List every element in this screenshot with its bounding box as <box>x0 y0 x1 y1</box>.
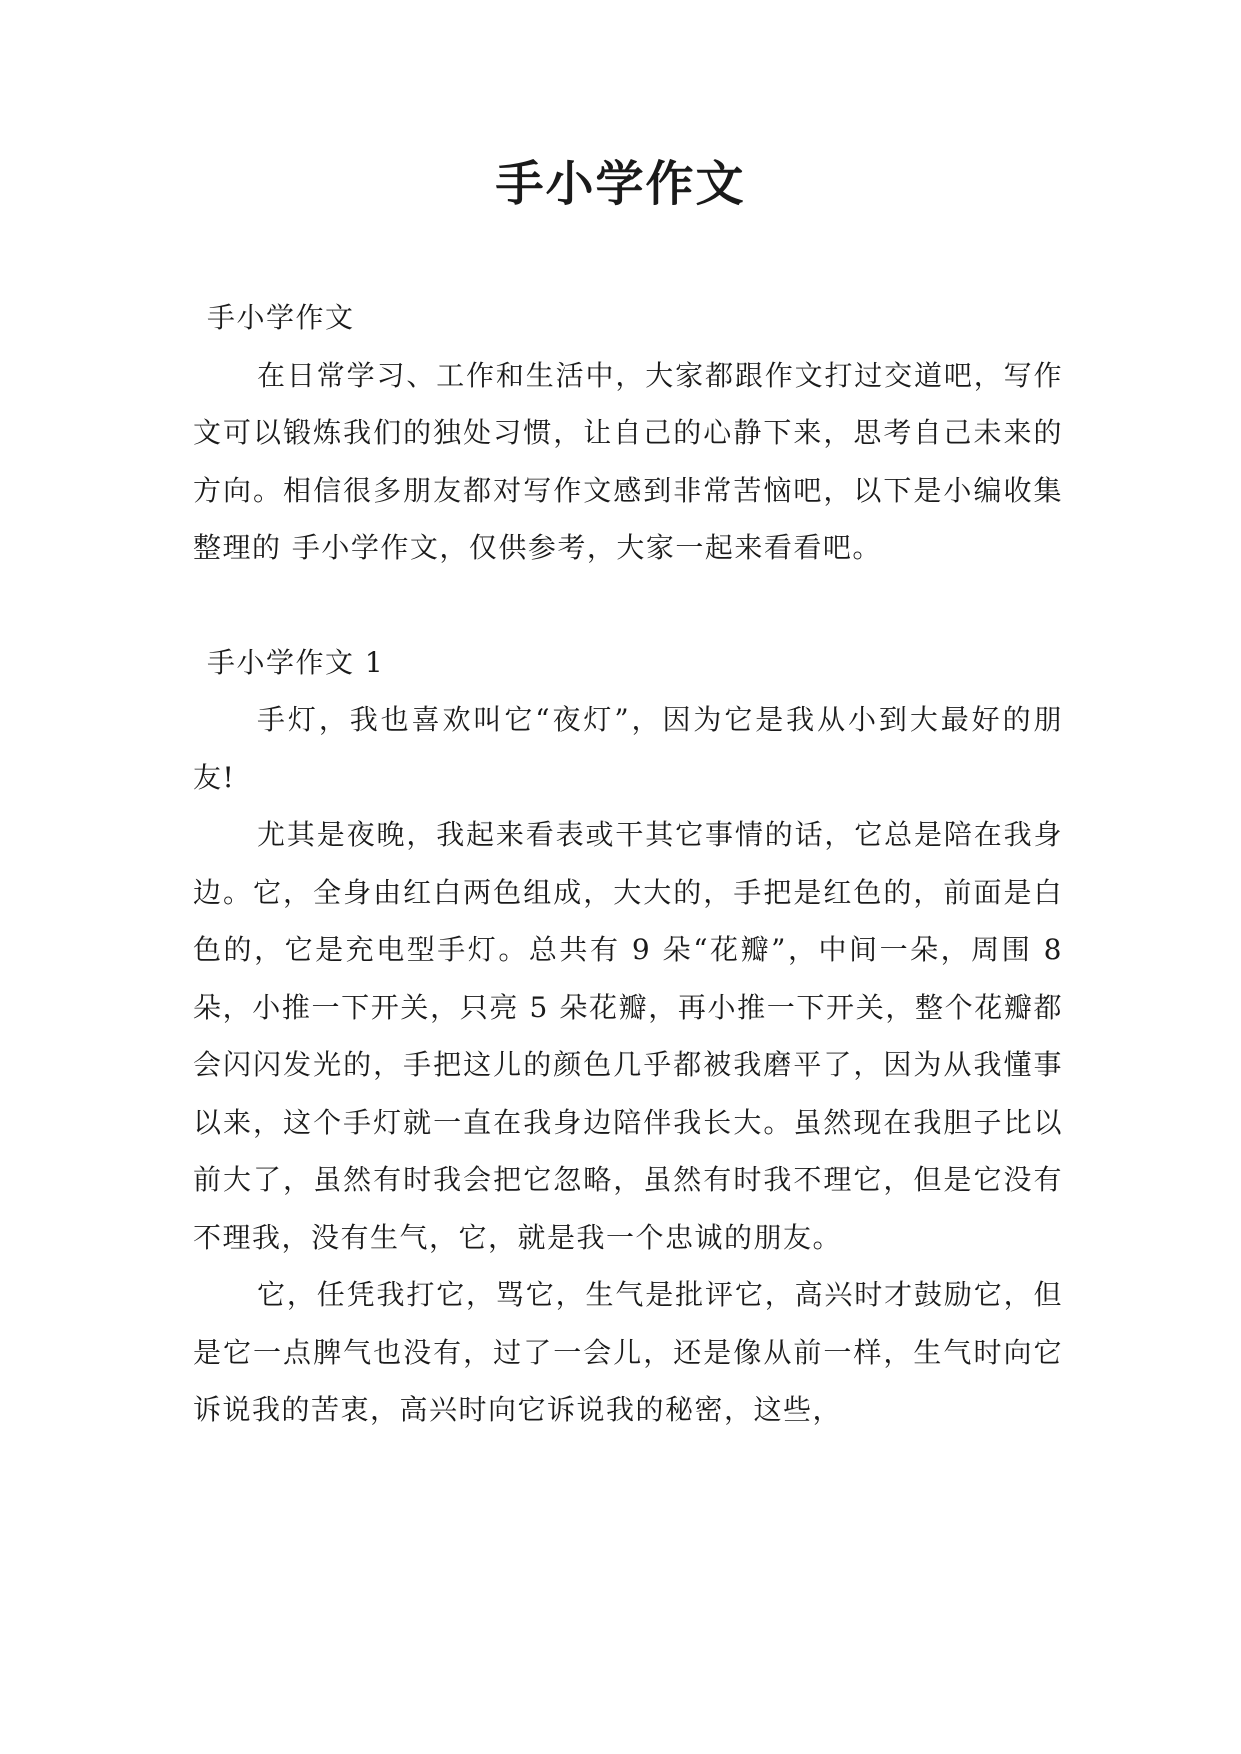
body-paragraph: 尤其是夜晚，我起来看表或干其它事情的话，它总是陪在我身边。它，全身由红白两色组成，大大的，手把是红色的，前面是白色的，它是充电型手灯。总共有 9 朵“花瓣”，中间一朵，周围 8 朵，小推一下开关，只亮 5 朵花瓣，再小推一下开关，整个花瓣都会闪闪发光的，手把这儿的颜色几乎都被我磨平了，因为从我懂事以来，这个手灯就一直在我身边陪伴我长大。虽然现在我胆子比以前大了，虽然有时我会把它忽略，虽然有时我不理它，但是它没有不理我，没有生气，它，就是我一个忠诚的朋友。 <box>193 818 1063 1254</box>
intro-heading: 手小学作文 <box>207 301 355 334</box>
document-title: 手小学作文 <box>495 156 746 212</box>
body-paragraph: 手灯，我也喜欢叫它“夜灯”，因为它是我从小到大最好的朋友! <box>193 703 1063 794</box>
section-heading: 手小学作文 1 <box>207 645 385 679</box>
intro-paragraph: 在日常学习、工作和生活中，大家都跟作文打过交道吧，写作文可以锻炼我们的独处习惯，让自己的心静下来，思考自己未来的方向。相信很多朋友都对写作文感到非常苦恼吧，以下是小编收集整理的 手小学作文，仅供参考，大家一起来看看吧。 <box>193 358 1063 564</box>
section-spacer <box>193 577 1063 634</box>
body-paragraph: 它，任凭我打它，骂它，生气是批评它，高兴时才鼓励它，但是它一点脾气也没有，过了一会儿，还是像从前一样，生气时向它诉说我的苦衷，高兴时向它诉说我的秘密，这些， <box>193 1278 1063 1426</box>
document-body <box>193 289 1063 1439</box>
